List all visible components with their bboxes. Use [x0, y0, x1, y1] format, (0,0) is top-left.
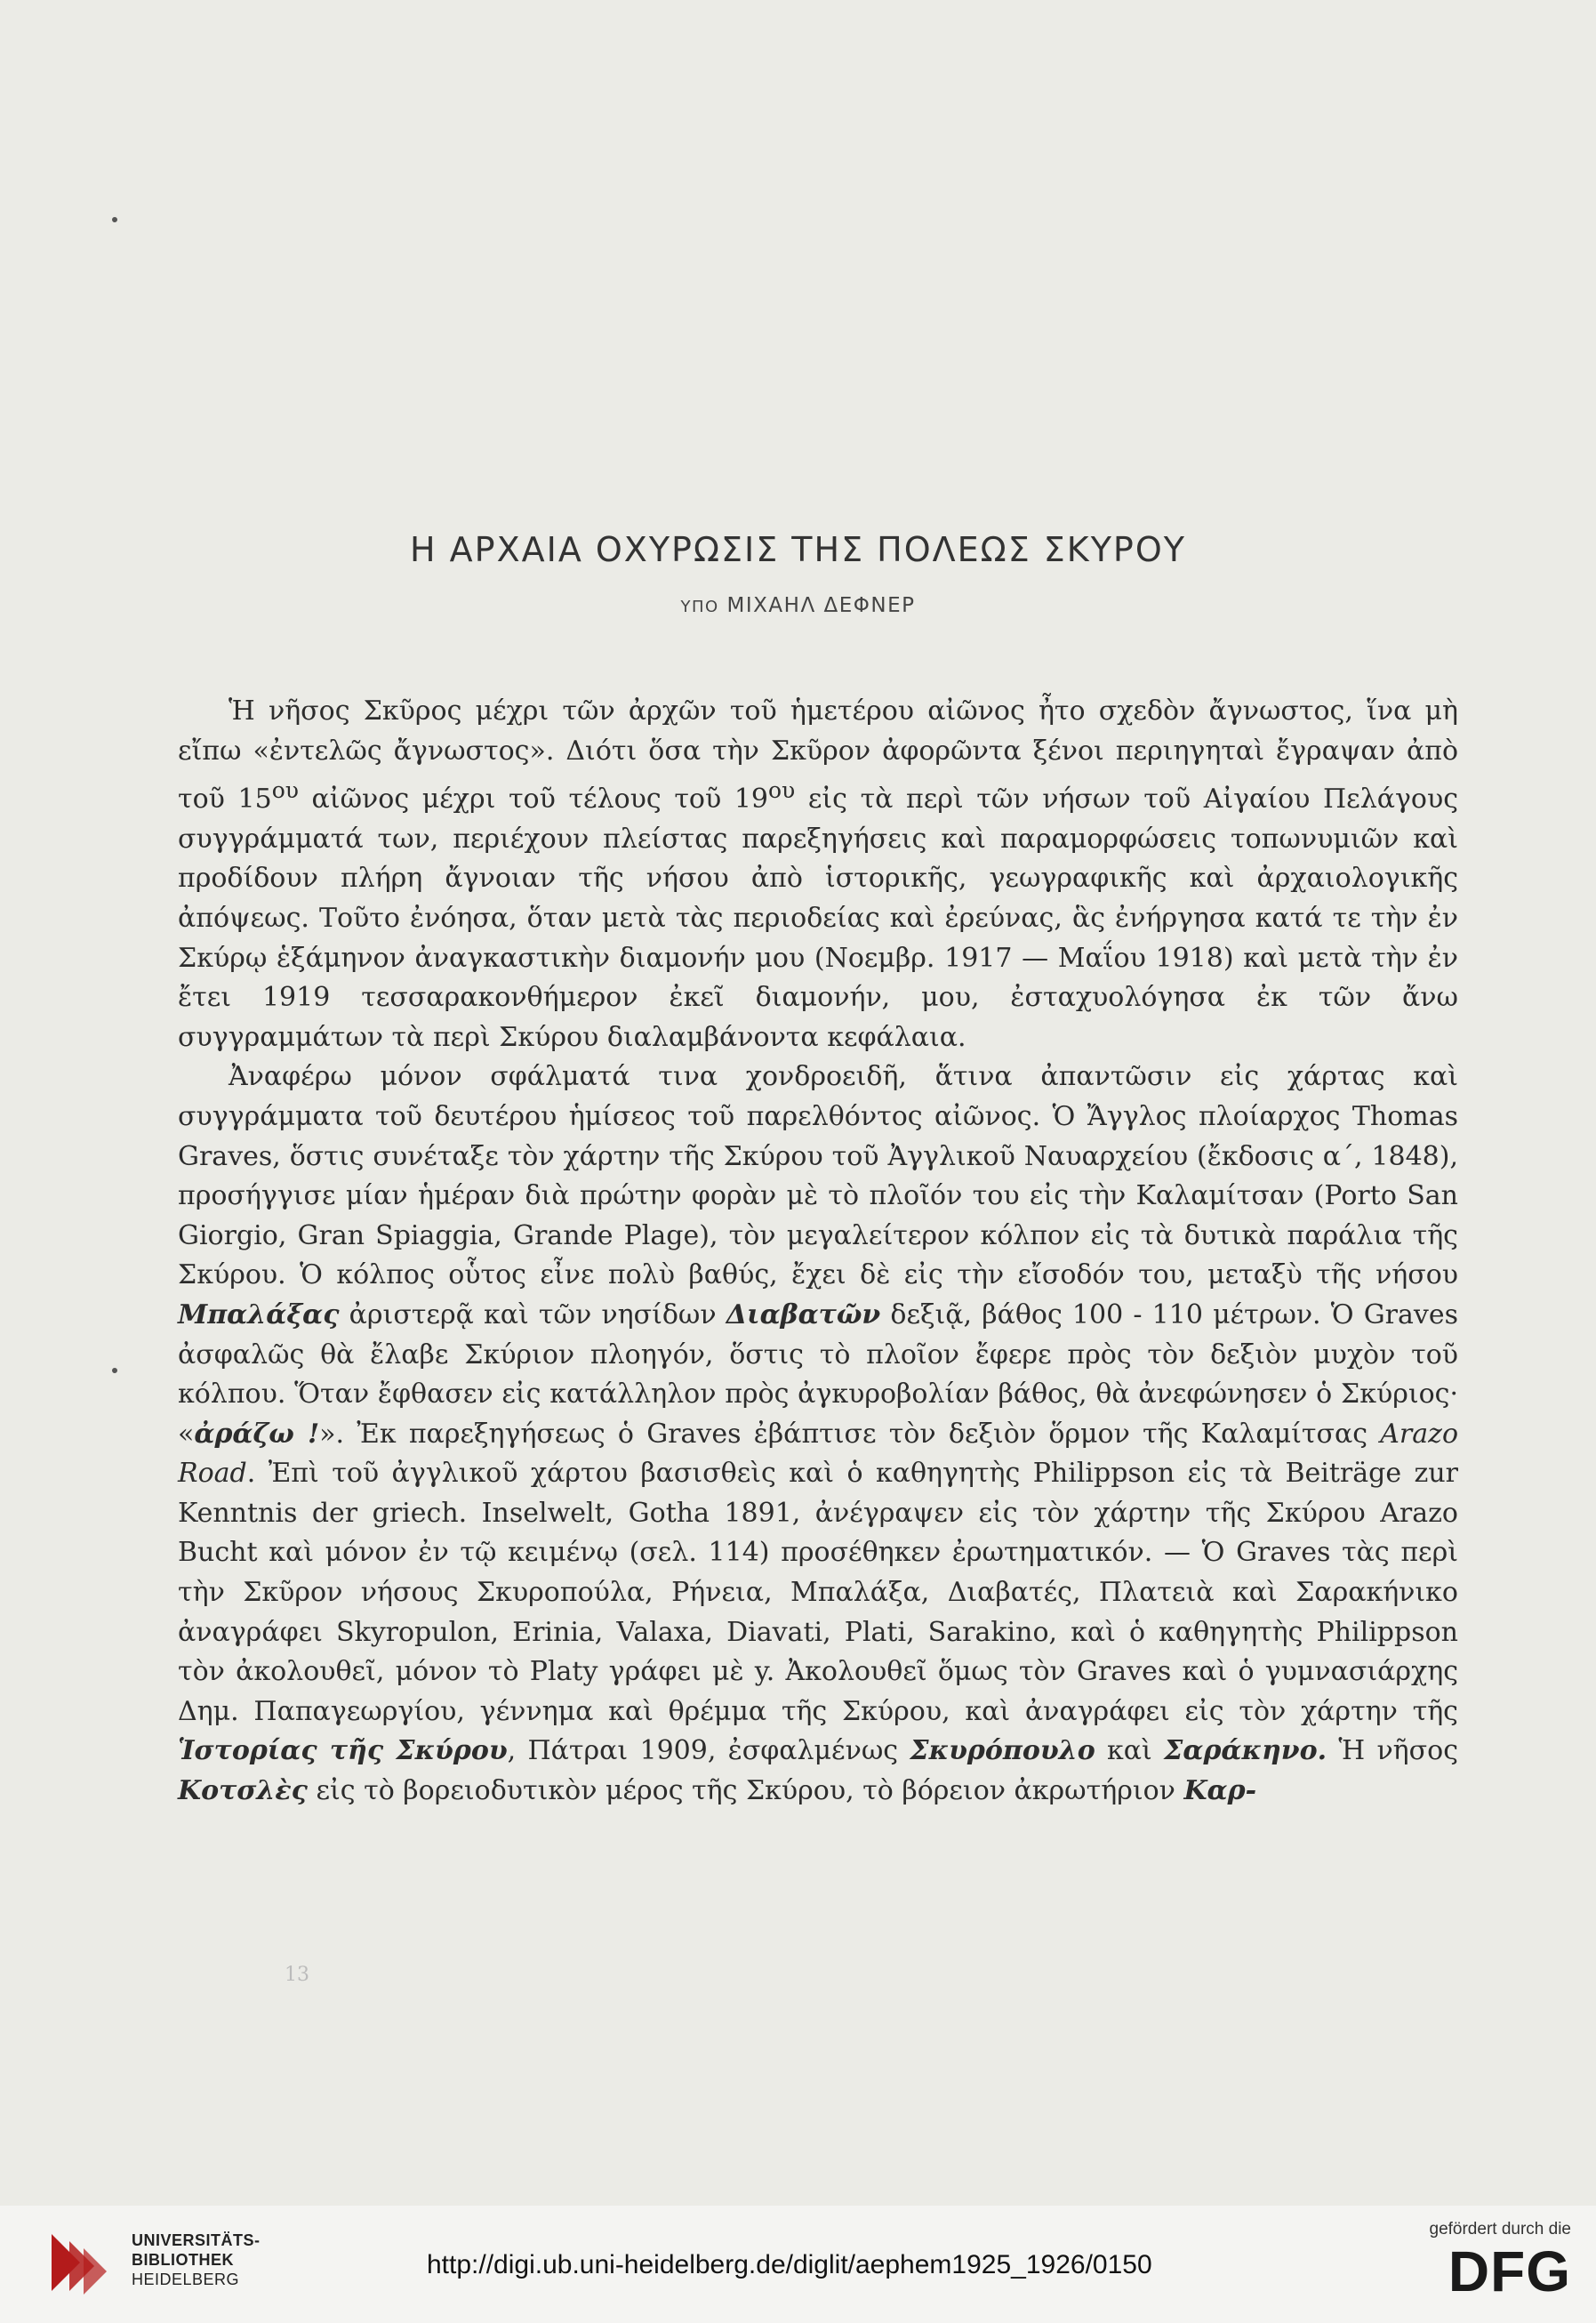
text-run: ἀριστερᾷ καὶ τῶν νησίδων	[339, 1298, 726, 1330]
emphasis-place-name: Κοτσλὲς	[178, 1775, 308, 1807]
scan-speck	[112, 217, 117, 222]
library-name	[132, 2231, 261, 2289]
paragraph-2	[178, 1057, 1458, 1811]
emphasis-word: ἀράζω !	[194, 1418, 320, 1450]
emphasis-place-name: Διαβατῶν	[726, 1298, 881, 1330]
text-run: , Πάτραι 1909, ἐσφαλμένως	[507, 1735, 910, 1767]
italic-place-name: Arazo Road	[178, 1418, 1459, 1490]
library-name-line: HEIDELBERG	[132, 2271, 240, 2288]
text-run: αἰῶνος μέχρι τοῦ τέλους τοῦ 19	[298, 784, 768, 816]
source-url-link[interactable]: http://digi.ub.uni-heidelberg.de/diglit/aephem1925_1926/0150	[427, 2250, 1152, 2279]
text-run: εἰς τὰ περὶ τῶν νήσων τοῦ Αἰγαίου Πελάγους συγγράμματά των, περιέχουν πλείστας παρεξηγήσεις καὶ παραμορφώσεις τοπωνυμιῶν καὶ προδίδουν πλήρη ἄγνοιαν τῆς νήσου ἀπὸ ἱστορικῆς, γεωγραφικῆς καὶ ἀρχαιολογικῆς ἀπόψεως. Τοῦτο ἐνόησα, ὅταν μετὰ τὰς περιοδείας καὶ ἐρεύνας, ἃς ἐνήργησα κατά τε τὴν ἐν Σκύρῳ ἑξάμηνον ἀναγκαστικὴν διαμονήν μου (Νοεμβρ. 1917 — Μαΐου 1918) καὶ μετὰ τὴν ἐν ἔτει 1919 τεσσαρακονθήμερον ἐκεῖ διαμονήν, μου, ἐσταχυολόγησα ἐκ τῶν ἄνω συγγραμμάτων τὰ περὶ Σκύρου διαλαμβάνοντα κεφάλαια.	[178, 784, 1458, 1053]
text-run: . Ἐπὶ τοῦ ἀγγλικοῦ χάρτου βασισθεὶς καὶ ὁ καθηγητὴς Philippson εἰς τὰ Beiträge zur Kenntnis der griech. Inselwelt, Gotha 1891, ἀνέγραψεν εἰς τὸν χάρτην τῆς Σκύρου Arazo Bucht καὶ μόνον ἐν τῷ κειμένῳ (σελ. 114) προσέθηκεν ἐρωτηματικόν. — Ὁ Graves τὰς περὶ τὴν Σκῦρον νήσους Σκυροπούλα, Ρήνεια, Μπαλάξα, Διαβατές, Πλατειὰ καὶ Σαρακήνικο ἀναγράφει Skyropulon, Erinia, Valaxa, Diavati, Plati, Sarakino, καὶ ὁ καθηγητὴς Philippson τὸν ἀκολουθεῖ, μόνον τὸ Platy γράφει μὲ y. Ἀκολουθεῖ ὅμως τὸν Graves καὶ ὁ γυμνασιάρχης Δημ. Παπαγεωργίου, γέννημα καὶ θρέμμα τῆς Σκύρου, καὶ ἀναγράφει εἰς τὸν χάρτην τῆς	[178, 1458, 1458, 1727]
text-run: καὶ	[1095, 1735, 1165, 1767]
text-run: εἰς τὸ βορειοδυτικὸν μέρος τῆς Σκύρου, τὸ βόρειον ἀκρωτήριον	[307, 1775, 1184, 1807]
library-name-line: BIBLIOTHEK	[132, 2251, 234, 2269]
page-number: 13	[285, 1964, 309, 1986]
emphasis-place-name: Μπαλάξας	[178, 1298, 340, 1330]
university-library-logo-icon	[44, 2225, 116, 2305]
emphasis-place-name: Σκυρόπουλο	[910, 1735, 1095, 1767]
text-run: Ἡ νῆσος Σκῦρος μέχρι τῶν ἀρχῶν τοῦ ἡμετέρου αἰῶνος ἦτο σχεδὸν ἄγνωστος, ἵνα μὴ εἴπω «ἐντελῶς ἄγνωστος». Διότι ὅσα τὴν Σκῦρον ἀφορῶντα ξένοι περιηγηταὶ ἔγραψαν ἀπὸ τοῦ 15	[178, 695, 1458, 816]
superscript: ου	[271, 777, 299, 804]
superscript: ου	[768, 777, 796, 804]
scan-speck	[112, 1368, 117, 1373]
article-body	[178, 692, 1458, 1812]
author-prefix: ΥΠΟ	[680, 598, 719, 616]
text-run: Ἀναφέρω μόνον σφάλματά τινα χονδροειδῆ, ἅτινα ἀπαντῶσιν εἰς χάρτας καὶ συγγράμματα τοῦ δευτέρου ἡμίσεος τοῦ παρελθόντος αἰῶνος. Ὁ Ἄγγλος πλοίαρχος Thomas Graves, ὅστις συνέταξε τὸν χάρτην τῆς Σκύρου τοῦ Ἀγγλικοῦ Ναυαρχείου (ἔκδοσις α΄, 1848), προσήγγισε μίαν ἡμέραν διὰ πρώτην φορὰν μὲ τὸ πλοῖόν του εἰς τὴν Καλαμίτσαν (Porto San Giorgio, Gran Spiaggia, Grande Plage), τὸν μεγαλείτερον κόλπον εἰς τὰ δυτικὰ παράλια τῆς Σκύρου. Ὁ κόλπος οὗτος εἶνε πολὺ βαθύς, ἔχει δὲ εἰς τὴν εἴσοδόν του, μεταξὺ τῆς νήσου	[178, 1061, 1458, 1291]
library-name-line: UNIVERSITÄTS-	[132, 2231, 261, 2249]
funding-label: gefördert durch die	[1429, 2220, 1571, 2239]
dfg-logo: DFG	[1448, 2239, 1571, 2303]
article-author	[0, 594, 1596, 617]
article-title: Η ΑΡΧΑΙΑ ΟΧΥΡΩΣΙΣ ΤΗΣ ΠΟΛΕΩΣ ΣΚΥΡΟΥ	[410, 530, 1186, 569]
text-run: Ἡ νῆσος	[1327, 1735, 1458, 1767]
emphasis-place-name: Σαράκηνο.	[1164, 1735, 1327, 1767]
text-run: δεξιᾷ, βάθος 100 - 110 μέτρων. Ὁ Graves ἀσφαλῶς θὰ ἔλαβε Σκύριον πλοηγόν, ὅστις τὸ πλοῖον ἔφερε πρὸς τὸν δεξιὸν μυχὸν τοῦ κόλπου. Ὅταν ἔφθασεν εἰς κατάλληλον πρὸς ἀγκυροβολίαν βάθος, θὰ ἀνεφώνησεν ὁ Σκύριος· «	[178, 1298, 1458, 1450]
digitization-footer	[0, 2206, 1596, 2323]
text-run: ». Ἐκ παρεξηγήσεως ὁ Graves ἐβάπτισε τὸν δεξιὸν ὅρμον τῆς Καλαμίτσας	[319, 1418, 1381, 1450]
paragraph-1	[178, 692, 1458, 1057]
author-name: ΜΙΧΑΗΛ ΔΕΦΝΕΡ	[726, 594, 916, 617]
emphasis-book-title: Ἱστορίας τῆς Σκύρου	[178, 1735, 508, 1767]
emphasis-place-name: Καρ-	[1183, 1775, 1257, 1807]
